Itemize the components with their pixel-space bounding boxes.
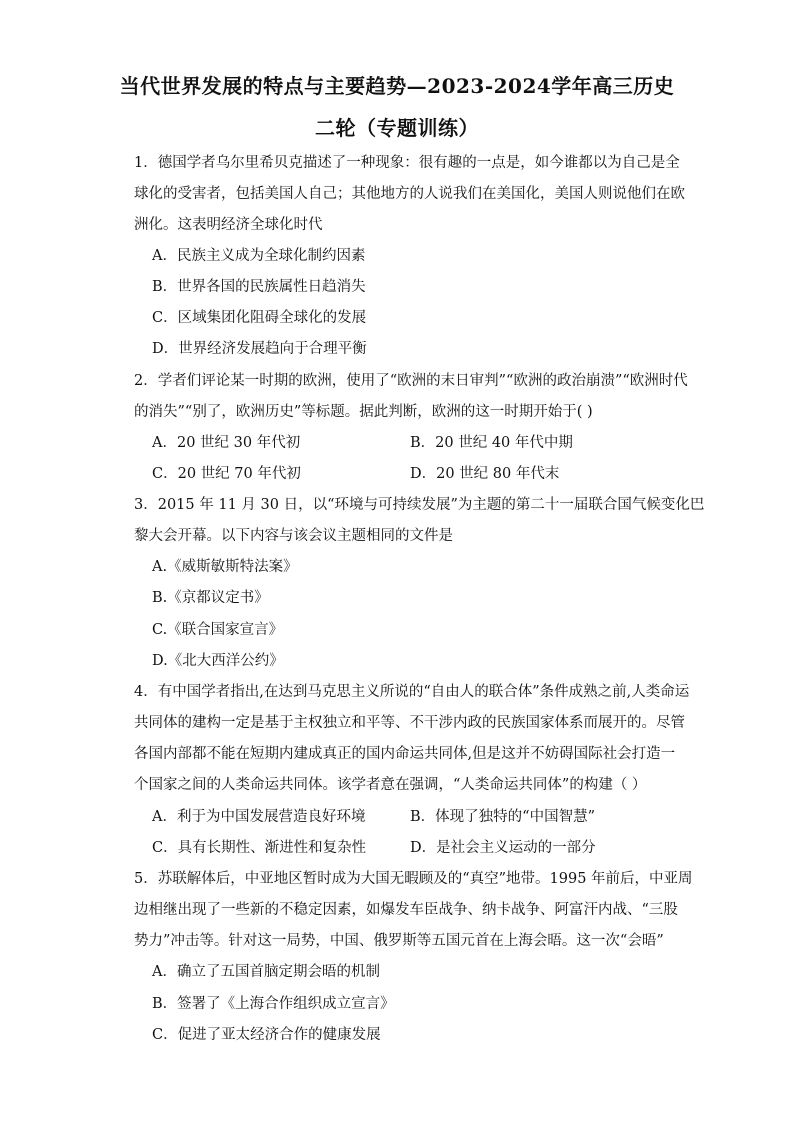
question-5-text-line-1: 5．苏联解体后，中亚地区暂时成为大国无暇顾及的“真空”地带。1995 年前后，中亚周	[134, 871, 693, 887]
question-5-option-a: A．确立了五国首脑定期会晤的机制	[152, 964, 380, 980]
question-1-text-line-1: 1．德国学者乌尔里希贝克描述了一种现象：很有趣的一点是，如今谁都以为自己是全	[134, 155, 680, 171]
question-1-option-d: D．世界经济发展趋向于合理平衡	[152, 341, 367, 357]
question-1-option-c: C．区域集团化阻碍全球化的发展	[152, 310, 367, 326]
question-2-option-d: D．20 世纪 80 年代末	[410, 466, 560, 482]
question-3-option-b: B.《京都议定书》	[152, 590, 269, 606]
document-title-line-2: 二轮（专题训练）	[315, 116, 479, 140]
question-1-text-line-3: 洲化。这表明经济全球化时代	[134, 217, 323, 233]
question-3-option-c: C.《联合国家宣言》	[152, 622, 284, 638]
question-3-text-line-2: 黎大会开幕。以下内容与该会议主题相同的文件是	[134, 528, 453, 544]
question-4-text-line-4: 个国家之间的人类命运共同体。该学者意在强调，“人类命运共同体”的构建（ ）	[134, 777, 647, 793]
question-4-text-line-1: 4．有中国学者指出,在达到马克思主义所说的“自由人的联合体”条件成熟之前,人类命运	[134, 684, 690, 700]
question-4-text-line-2: 共同体的建构一定是基于主权独立和平等、不干涉内政的民族国家体系而展开的。尽管	[134, 715, 685, 731]
question-3-option-a: A.《威斯敏斯特法案》	[152, 559, 298, 575]
question-2-option-c: C．20 世纪 70 年代初	[152, 466, 301, 482]
question-4-option-b: B．体现了独特的“中国智慧”	[410, 809, 595, 825]
question-4-option-d: D．是社会主义运动的一部分	[410, 840, 596, 856]
question-4-option-a: A．利于为中国发展营造良好环境	[152, 809, 366, 825]
question-1-option-b: B．世界各国的民族属性日趋消失	[152, 279, 366, 295]
question-2-option-b: B．20 世纪 40 年代中期	[410, 435, 573, 451]
document-title-line-1: 当代世界发展的特点与主要趋势—2023-2024学年高三历史	[119, 74, 675, 98]
question-1-text-line-2: 球化的受害者，包括美国人自己；其他地方的人说我们在美国化，美国人则说他们在欧	[134, 186, 685, 202]
question-5-text-line-3: 势力”冲击等。针对这一局势，中国、俄罗斯等五国元首在上海会晤。这一次“会晤”	[134, 933, 664, 949]
question-3-text-line-1: 3．2015 年 11 月 30 日，以“环境与可持续发展”为主题的第二十一届联合国气候变化巴	[134, 497, 705, 513]
question-5-option-b: B．签署了《上海合作组织成立宣言》	[152, 996, 395, 1012]
question-2-option-a: A．20 世纪 30 年代初	[152, 435, 301, 451]
question-2-text-line-2: 的消失”“别了，欧洲历史”等标题。据此判断，欧洲的这一时期开始于( )	[134, 404, 593, 420]
question-5-option-c: C．促进了亚太经济合作的健康发展	[152, 1027, 381, 1043]
question-4-option-c: C．具有长期性、渐进性和复杂性	[152, 840, 367, 856]
question-2-text-line-1: 2．学者们评论某一时期的欧洲，使用了“欧洲的末日审判”“欧洲的政治崩溃”“欧洲时代	[134, 373, 688, 389]
question-1-option-a: A．民族主义成为全球化制约因素	[152, 248, 366, 264]
question-5-text-line-2: 边相继出现了一些新的不稳定因素，如爆发车臣战争、纳卡战争、阿富汗内战、“三股	[134, 902, 678, 918]
question-3-option-d: D.《北大西洋公约》	[152, 653, 284, 669]
question-4-text-line-3: 各国内部都不能在短期内建成真正的国内命运共同体,但是这并不妨碍国际社会打造一	[134, 746, 676, 762]
